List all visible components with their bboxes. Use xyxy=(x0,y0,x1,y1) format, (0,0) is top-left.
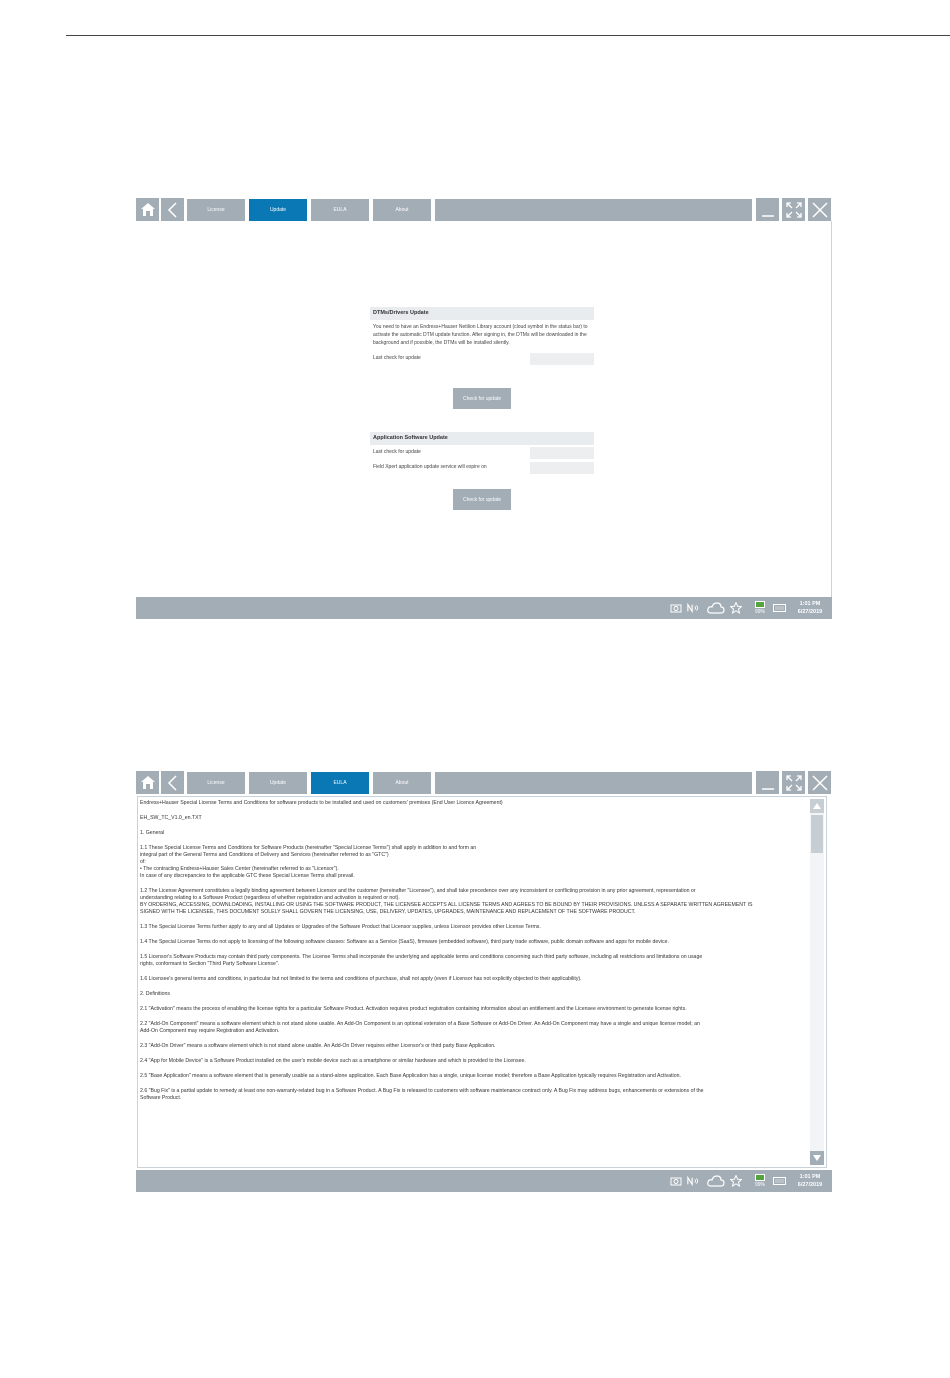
eula-paragraph: Endress+Hauser Special License Terms and Conditions for software products to be installed and used on customers' premises (End User Licence Agreement) xyxy=(140,800,503,806)
eula-screenshot xyxy=(136,771,832,1192)
eula-text xyxy=(140,800,810,1166)
eula-paragraph: 2. Definitions xyxy=(140,991,170,997)
dtm-update-section xyxy=(370,307,594,366)
minimize-icon xyxy=(760,775,776,791)
minimize-button[interactable] xyxy=(756,198,779,221)
eula-paragraph: 1.2 The License Agreement constitutes a legally binding agreement between Licensor and the customer (hereinafter "Licensee"), and shall take precedence over any inconsistent or conflicting provision in any prior agreement, representation or understanding relating to a Software Product (regardless of whether registration and activation is required or not). BY ORDERING, ACCESSING, DOWNLOADING, INSTALLING OR USING THE SOFTWARE PRODUCT, THE LICENSEE ACCEPTS ALL LICENSE TERMS AND AGREES TO BE BOUND BY THEIR PROVISIONS. UNLESS A SEPARATE WRITTEN AGREEMENT IS SIGNED WITH THE LICENSEE, THIS DOCUMENT SOLELY SHALL GOVERN THE LICENSING, USE, DELIVERY, UPDATES, UPGRADES, MAINTENANCE AND REPLACEMENT OF THE SOFTWARE PRODUCT. xyxy=(140,888,753,915)
nfc-icon[interactable] xyxy=(687,602,699,614)
page-top-rule xyxy=(66,35,950,36)
tab-license[interactable]: License xyxy=(187,199,245,221)
dtm-last-check-label: Last check for update xyxy=(373,355,421,361)
app-last-check-row xyxy=(370,445,594,460)
battery-percent: 99% xyxy=(754,609,765,615)
clock xyxy=(791,600,829,616)
tab-about[interactable]: About xyxy=(373,199,431,221)
cloud-icon[interactable] xyxy=(707,1175,725,1187)
fullscreen-button[interactable] xyxy=(782,771,805,794)
scrollbar[interactable] xyxy=(810,799,824,1165)
toolbar-spacer xyxy=(435,772,752,794)
close-icon xyxy=(811,201,829,219)
eula-paragraph: 1.4 The Special License Terms do not apply to licensing of the following software classes: Software as a Service (SaaS), firmware (embedded software), third party trade software, public domain software and apps for mobile device. xyxy=(140,939,669,945)
eula-paragraph: 1.3 The Special License Terms further apply to any and all Updates or Upgrades of the Software Product that Licensor supplies, unless Licensor provides other License Terms. xyxy=(140,924,541,930)
expand-icon xyxy=(785,201,803,219)
eula-paragraph: 1.1 These Special License Terms and Conditions for Software Products (hereinafter "Special License Terms") shall apply in addition to and form an integral part of the General Terms and Conditions of Delivery and Services (hereinafter referred to as "GTC") of: • The contracting Endress+Hauser Sales Center (hereinafter referred to as "Licensor"). In case of any discrepancies to the applicable GTC these Special License Terms shall prevail. xyxy=(140,845,477,879)
toolbar xyxy=(136,198,832,221)
update-screenshot xyxy=(136,198,832,619)
nfc-icon[interactable] xyxy=(687,1175,699,1187)
chevron-left-icon xyxy=(167,202,179,218)
eula-paragraph: 2.2 "Add-On Component" means a software element which is not stand alone usable. An Add-On Component is an optional extension of a Base Software or Add-On Driver. An Add-On Component may have a single and unique license model; an Add-On Component may require Registration and Activation. xyxy=(140,1021,700,1034)
home-icon xyxy=(140,775,156,790)
minimize-icon xyxy=(760,202,776,218)
expand-icon xyxy=(785,774,803,792)
app-last-check-label: Last check for update xyxy=(373,449,421,455)
app-expire-row xyxy=(370,460,594,475)
tab-update[interactable]: Update xyxy=(249,772,307,794)
status-bar xyxy=(136,1170,832,1192)
dtm-last-check-value xyxy=(530,353,594,365)
battery-percent: 99% xyxy=(754,1182,765,1188)
app-update-title: Application Software Update xyxy=(370,432,594,445)
dtm-update-description: You need to have an Endress+Hauser Netilion Library account (cloud symbol in the status bar) to activate the automatic DTM update function. After signing in, the DTMs will be downloaded in the background and if possible, the DTMs will be installed silently. xyxy=(373,324,588,346)
eula-paragraph: 2.4 "App for Mobile Device" is a Software Product installed on the user's mobile device such as a smartphone or similar hardware and which is provided to the Licensee. xyxy=(140,1058,526,1064)
scroll-up-button[interactable] xyxy=(810,799,824,813)
home-icon xyxy=(140,202,156,217)
star-icon[interactable] xyxy=(730,602,742,614)
camera-icon[interactable] xyxy=(670,602,682,614)
eula-paragraph: 2.6 "Bug Fix" is a partial update to remedy at least one non-warranty-related bug in a Software Product. A Bug Fix is released to customers with software maintenance contract only. A Bug Fix may address bugs, enhancements or extensions of the Software Product. xyxy=(140,1088,704,1101)
back-button[interactable] xyxy=(161,198,184,221)
toolbar-spacer xyxy=(435,199,752,221)
home-button[interactable] xyxy=(136,771,159,794)
toolbar xyxy=(136,771,832,794)
clock-date: 6/27/2019 xyxy=(797,609,823,615)
eula-text-area[interactable] xyxy=(137,796,827,1168)
keyboard-icon[interactable] xyxy=(772,1175,786,1187)
scroll-down-button[interactable] xyxy=(810,1151,824,1165)
clock-time: 1:01 PM xyxy=(799,601,821,607)
app-update-section xyxy=(370,432,594,475)
chevron-left-icon xyxy=(167,775,179,791)
dtm-last-check-row xyxy=(370,351,594,366)
battery-icon xyxy=(753,1172,767,1190)
clock-time: 1:01 PM xyxy=(799,1174,821,1180)
clock-date: 6/27/2019 xyxy=(797,1182,823,1188)
dtm-check-update-button[interactable]: Check for update xyxy=(453,388,511,409)
close-button[interactable] xyxy=(808,198,831,221)
tab-about[interactable]: About xyxy=(373,772,431,794)
app-last-check-value xyxy=(530,447,594,459)
eula-paragraph: EH_SW_TC_V1.0_en.TXT xyxy=(140,815,202,821)
cloud-icon[interactable] xyxy=(707,602,725,614)
tab-license[interactable]: License xyxy=(187,772,245,794)
keyboard-icon[interactable] xyxy=(772,602,786,614)
triangle-up-icon xyxy=(813,803,821,809)
app-expire-label: Field Xpert application update service will expire on xyxy=(373,464,487,470)
eula-paragraph: 1.6 Licensee's general terms and conditions, in particular but not limited to the terms and conditions of purchase, shall not apply (even if Licensor has not explicitly objected to their applicability). xyxy=(140,976,582,982)
tab-eula[interactable]: EULA xyxy=(311,772,369,794)
triangle-down-icon xyxy=(813,1155,821,1161)
app-expire-value xyxy=(530,462,594,474)
minimize-button[interactable] xyxy=(756,771,779,794)
tab-eula[interactable]: EULA xyxy=(311,199,369,221)
update-content xyxy=(136,221,832,597)
fullscreen-button[interactable] xyxy=(782,198,805,221)
eula-paragraph: 2.1 "Activation" means the process of enabling the license rights for a particular Software Product. Activation requires product registration containing information about an entitlement and the Licensee environment to generate license rights. xyxy=(140,1006,687,1012)
close-icon xyxy=(811,774,829,792)
clock xyxy=(791,1173,829,1189)
home-button[interactable] xyxy=(136,198,159,221)
battery-icon xyxy=(753,599,767,617)
status-bar xyxy=(136,597,832,619)
camera-icon[interactable] xyxy=(670,1175,682,1187)
dtm-update-title: DTMs/Drivers Update xyxy=(370,307,594,320)
eula-paragraph: 1. General xyxy=(140,830,165,836)
back-button[interactable] xyxy=(161,771,184,794)
eula-paragraph: 2.3 "Add-On Driver" means a software element which is not stand alone usable. An Add-On Driver requires either Licensor's or third party Base Application. xyxy=(140,1043,496,1049)
scroll-thumb[interactable] xyxy=(811,815,823,853)
eula-paragraph: 2.5 "Base Application" means a software element that is generally usable as a stand-alone application. Each Base Application has a single, unique license model; therefore a Base Application typically requires Registration and Activation. xyxy=(140,1073,681,1079)
eula-paragraph: 1.5 Licensor's Software Products may contain third party components. The License Terms shall incorporate the underlying and applicable terms and conditions concerning such third party software, including all restrictions and limitations on usage rights, conformant to Section "Third Party Software License". xyxy=(140,954,703,967)
close-button[interactable] xyxy=(808,771,831,794)
app-check-update-button[interactable]: Check for update xyxy=(453,489,511,510)
tab-update[interactable]: Update xyxy=(249,199,307,221)
star-icon[interactable] xyxy=(730,1175,742,1187)
